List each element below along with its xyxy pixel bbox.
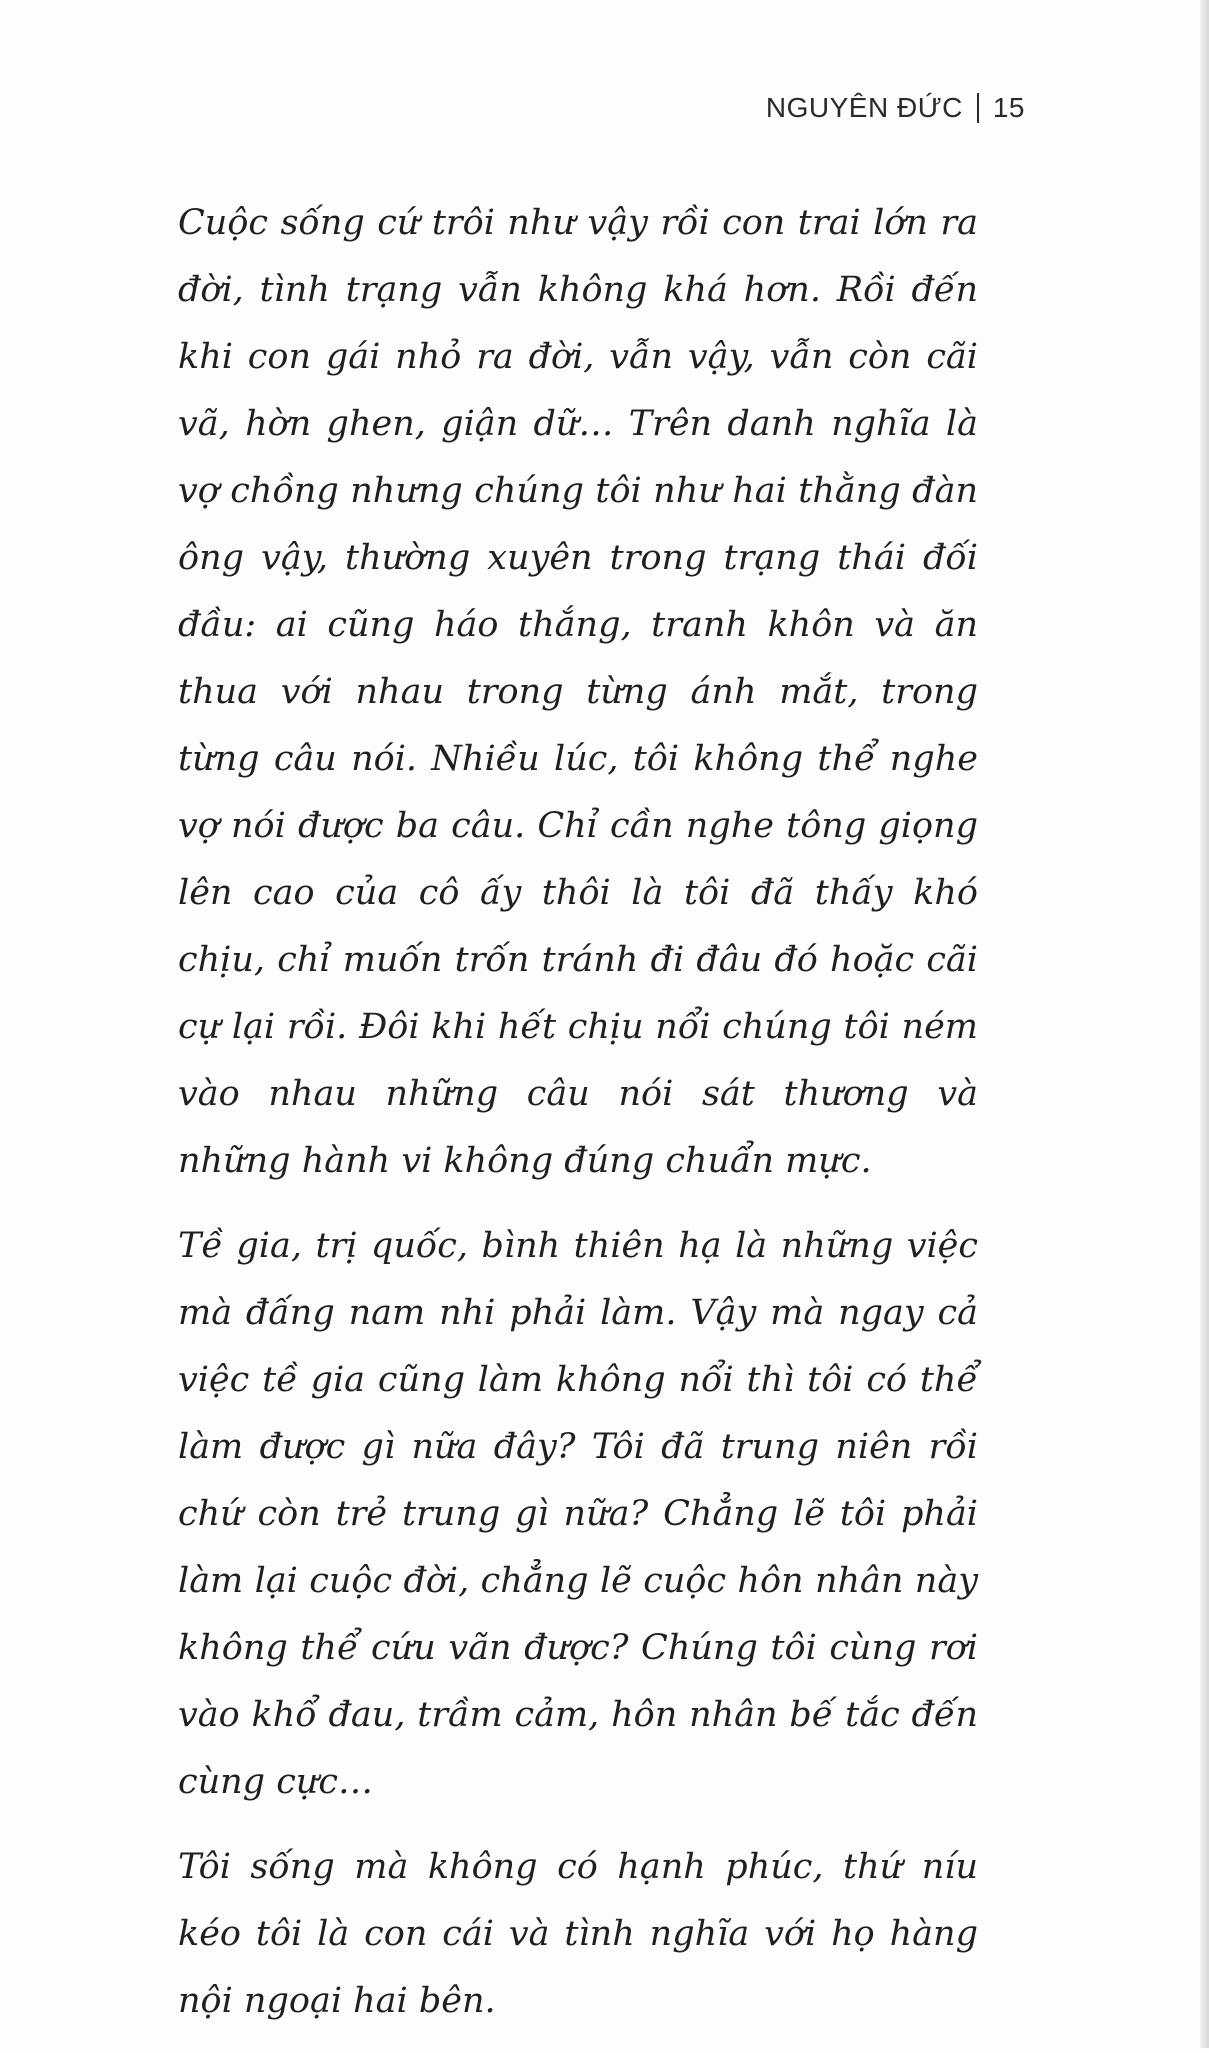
paragraph-2: Tề gia, trị quốc, bình thiên hạ là những việc mà đấng nam nhi phải làm. Vậy mà ngay cả việc tề gia cũng làm không nổi thì tôi có thể làm được gì nữa đây? Tôi đã trung niên rồi chứ còn trẻ trung gì nữa? Chẳng lẽ tôi phải làm lại cuộc đời, chẳng lẽ cuộc hôn nhân này không thể cứu vãn được? Chúng tôi cùng rơi vào khổ đau, trầm cảm, hôn nhân bế tắc đến cùng cực… xyxy=(178,1226,978,1802)
body-text xyxy=(178,190,978,2053)
paragraph-1: Cuộc sống cứ trôi như vậy rồi con trai lớn ra đời, tình trạng vẫn không khá hơn. Rồi đến khi con gái nhỏ ra đời, vẫn vậy, vẫn còn cãi vã, hờn ghen, giận dữ… Trên danh nghĩa là vợ chồng nhưng chúng tôi như hai thằng đàn ông vậy, thường xuyên trong trạng thái đối đầu: ai cũng háo thắng, tranh khôn và ăn thua với nhau trong từng ánh mắt, trong từng câu nói. Nhiều lúc, tôi không thể nghe vợ nói được ba câu. Chỉ cần nghe tông giọng lên cao của cô ấy thôi là tôi đã thấy khó chịu, chỉ muốn trốn tránh đi đâu đó hoặc cãi cự lại rồi. Đôi khi hết chịu nổi chúng tôi ném vào nhau những câu nói sát thương và những hành vi không đúng chuẩn mực. xyxy=(178,203,978,1181)
header-divider xyxy=(977,93,979,123)
header-author: NGUYÊN ĐỨC xyxy=(765,92,963,123)
header-page-number: 15 xyxy=(992,92,1025,123)
running-header xyxy=(766,92,1025,124)
page-edge-shadow xyxy=(1200,0,1209,2048)
paragraph-3: Tôi sống mà không có hạnh phúc, thứ níu kéo tôi là con cái và tình nghĩa với họ hàng nội ngoại hai bên. xyxy=(178,1847,978,2021)
